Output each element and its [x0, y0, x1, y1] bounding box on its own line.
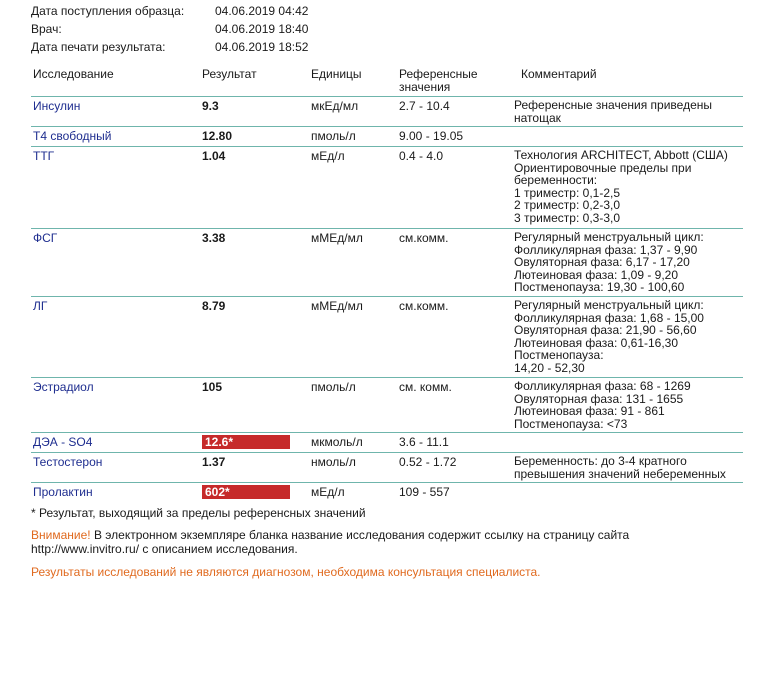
reference-range: 0.52 - 1.72 — [399, 455, 457, 469]
result-unit: мкмоль/л — [311, 435, 363, 449]
test-name-link[interactable]: Т4 свободный — [33, 129, 112, 143]
table-row — [31, 146, 743, 228]
comment-line: Референсные значения приведены — [514, 98, 713, 112]
comment-line: Фолликулярная фаза: 1,37 - 9,90 — [514, 242, 698, 257]
table-row — [31, 377, 743, 432]
comment-line: Ориентировочные пределы при — [514, 160, 692, 175]
table-row — [31, 228, 743, 296]
result-unit: пмоль/л — [311, 380, 356, 394]
result-value: 8.79 — [202, 299, 226, 313]
result-unit: пмоль/л — [311, 129, 356, 143]
comment-line: беременности: — [514, 173, 598, 187]
comment-line: натощак — [514, 110, 561, 125]
reference-range: см.комм. — [399, 299, 449, 313]
test-name-link[interactable]: ЛГ — [33, 299, 48, 313]
comment-line: Овуляторная фаза: 131 - 1655 — [514, 391, 684, 406]
comment-line: превышения значений небеременных — [514, 466, 726, 481]
comment-line: Регулярный менструальный цикл: — [514, 230, 704, 244]
comment-line: Фолликулярная фаза: 1,68 - 15,00 — [514, 310, 704, 325]
comment-line: Технология ARCHITECT, Abbott (США) — [514, 148, 728, 162]
test-name-link[interactable]: ДЭА - SO4 — [33, 435, 93, 449]
comment-line: Постменопауза: 19,30 - 100,60 — [514, 280, 685, 294]
header-comment: Комментарий — [521, 67, 597, 81]
comment-line: Лютеиновая фаза: 1,09 - 9,20 — [514, 267, 679, 282]
table-row — [31, 96, 743, 126]
result-value: 9.3 — [202, 99, 219, 113]
comment-line: 14,20 - 52,30 — [514, 360, 585, 375]
reference-range: 109 - 557 — [399, 485, 450, 499]
result-value: 1.04 — [202, 149, 226, 163]
comment — [514, 99, 754, 124]
result-value: 105 — [202, 380, 223, 394]
meta-label: Дата печати результата: — [31, 40, 166, 54]
table-row — [31, 126, 743, 146]
table-row — [31, 482, 743, 500]
meta-value: 04.06.2019 18:40 — [215, 22, 309, 36]
header-units: Единицы — [311, 67, 362, 81]
meta-label: Врач: — [31, 22, 62, 36]
reference-range: 9.00 - 19.05 — [399, 129, 464, 143]
result-unit: нмоль/л — [311, 455, 356, 469]
comment-line: Овуляторная фаза: 6,17 - 17,20 — [514, 255, 690, 269]
reference-range: 0.4 - 4.0 — [399, 149, 444, 163]
comment — [514, 149, 754, 224]
row-separator — [31, 146, 743, 147]
table-row — [31, 452, 743, 482]
test-name-link[interactable]: Пролактин — [33, 485, 93, 499]
header-test: Исследование — [33, 67, 114, 81]
attention-text: В электронном экземпляре бланка название исследования содержит ссылку на страницу сайта — [90, 528, 630, 542]
result-unit: мЕд/л — [311, 485, 345, 499]
comment-line: Постменопауза: — [514, 348, 604, 362]
result-value-flagged: 12.6* — [202, 435, 290, 449]
meta-value: 04.06.2019 04:42 — [215, 4, 309, 18]
comment-line: Овуляторная фаза: 21,90 - 56,60 — [514, 323, 697, 337]
comment — [514, 299, 754, 374]
row-separator — [31, 126, 743, 127]
row-separator — [31, 432, 743, 433]
test-name-link[interactable]: ТТГ — [33, 149, 55, 163]
reference-range: см. комм. — [399, 380, 452, 394]
result-unit: мМЕд/мл — [311, 299, 363, 313]
attention-word: Внимание! — [31, 528, 91, 542]
site-link-suffix: с описанием исследования. — [139, 542, 298, 556]
result-value: 12.80 — [202, 129, 233, 143]
comment-line: Регулярный менструальный цикл: — [514, 298, 704, 312]
test-name-link[interactable]: ФСГ — [33, 231, 58, 245]
test-name-link[interactable]: Тестостерон — [33, 455, 103, 469]
site-link-line — [31, 542, 298, 556]
comment — [514, 455, 754, 480]
result-value-flagged: 602* — [202, 485, 290, 499]
table-row — [31, 432, 743, 452]
footnote-out-of-range: * Результат, выходящий за пределы референсных значений — [31, 506, 366, 520]
comment-line: 1 триместр: 0,1-2,5 — [514, 185, 621, 200]
result-value: 3.38 — [202, 231, 226, 245]
comment-line: Лютеиновая фаза: 0,61-16,30 — [514, 335, 679, 350]
result-unit: мМЕд/мл — [311, 231, 363, 245]
reference-range: 3.6 - 11.1 — [399, 435, 449, 449]
row-separator — [31, 296, 743, 297]
site-link[interactable]: http://www.invitro.ru/ — [31, 542, 140, 556]
comment-line: Фолликулярная фаза: 68 - 1269 — [514, 379, 691, 393]
test-name-link[interactable]: Инсулин — [33, 99, 81, 113]
comment-line: Лютеиновая фаза: 91 - 861 — [514, 404, 665, 418]
result-value: 1.37 — [202, 455, 226, 469]
header-reference — [399, 68, 478, 94]
disclaimer: Результаты исследований не являются диагнозом, необходима консультация специалиста. — [31, 565, 541, 579]
row-separator — [31, 377, 743, 378]
row-separator — [31, 228, 743, 229]
result-unit: мЕд/л — [311, 149, 345, 163]
header-reference-line2: значения — [399, 80, 451, 94]
comment-line: 2 триместр: 0,2-3,0 — [514, 198, 621, 212]
attention-line — [31, 528, 629, 542]
comment — [514, 231, 754, 294]
comment-line: 3 триместр: 0,3-3,0 — [514, 210, 621, 225]
comment-line: Постменопауза: <73 — [514, 416, 628, 431]
result-unit: мкЕд/мл — [311, 99, 359, 113]
results-table-header — [31, 64, 743, 96]
comment — [514, 380, 754, 430]
row-separator — [31, 96, 743, 97]
meta-value: 04.06.2019 18:52 — [215, 40, 309, 54]
header-reference-line1: Референсные — [399, 67, 478, 81]
row-separator — [31, 452, 743, 453]
meta-label: Дата поступления образца: — [31, 4, 185, 18]
row-separator — [31, 482, 743, 483]
table-row — [31, 296, 743, 377]
comment-line: Беременность: до 3-4 кратного — [514, 454, 687, 468]
header-result: Результат — [202, 67, 257, 81]
reference-range: 2.7 - 10.4 — [399, 99, 450, 113]
reference-range: см.комм. — [399, 231, 449, 245]
test-name-link[interactable]: Эстрадиол — [33, 380, 94, 394]
